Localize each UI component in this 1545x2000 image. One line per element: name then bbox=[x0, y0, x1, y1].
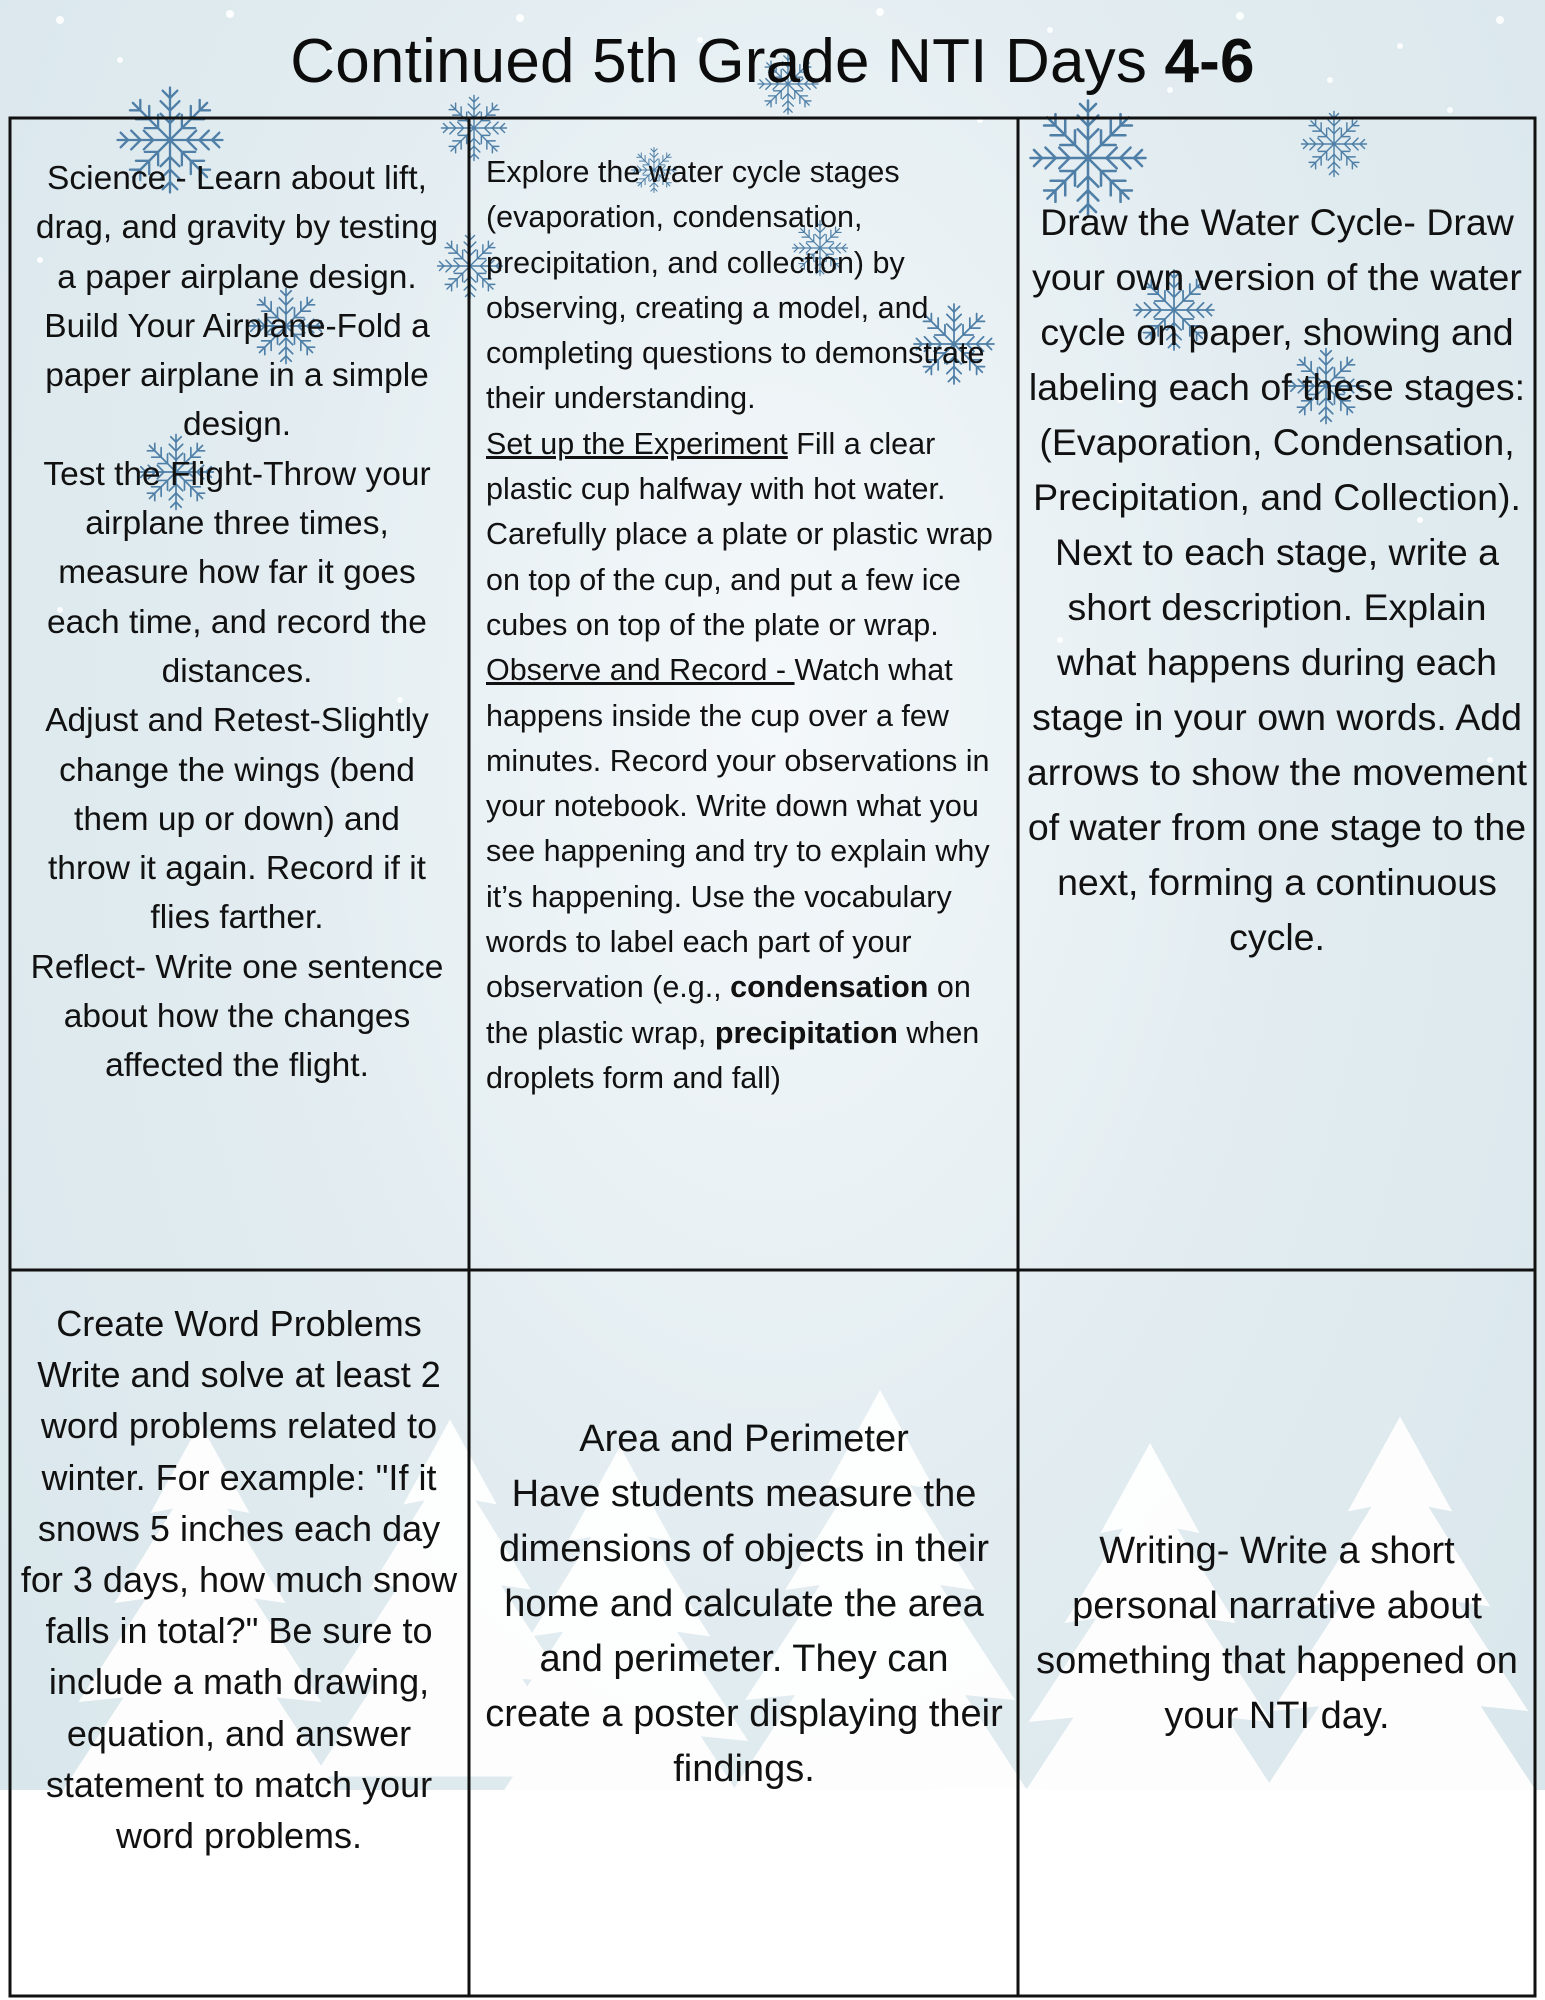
word-problems-text: Create Word Problems Write and solve at least 2 word problems related to winter. For example: "If it snows 5 inches each day for 3 days, how much snow falls in total?" Be sure to include a math drawing, equation, and answer statement to match your word problems. bbox=[20, 1303, 458, 1857]
draw-water-cycle-text: Draw the Water Cycle- Draw your own version of the water cycle on paper, showing and labeling each of these stages: (Evaporation, Condensation, Precipitation, and Collection). Next to each stage, write a short description. Explain what happens during each stage in your own words. Add arrows to show the movement of water from one stage to the next, forming a continuous cycle. bbox=[1026, 201, 1528, 958]
build-airplane-step: Build Your Airplane-Fold a paper airplane in a simple design. bbox=[44, 307, 430, 444]
area-perimeter-activity bbox=[484, 1412, 1004, 1797]
term-condensation: condensation bbox=[730, 970, 929, 1005]
observe-section: Observe and Record - Watch what happens inside the cup over a few minutes. Record your observations in your notebook. Write down what you see happening and try to explain why it’s happening. Use the vocabulary words to label each part of your observation (e.g., condensation on the plastic wrap, precipitation when droplets form and fall) bbox=[486, 653, 990, 1095]
reflect-step: Reflect- Write one sentence about how the changes affected the flight. bbox=[30, 948, 444, 1085]
setup-text: Fill a clear plastic cup halfway with hot water. Carefully place a plate or plastic wrap on top of the cup, and put a few ice cubes on top of the plate or wrap. bbox=[486, 426, 993, 642]
area-perimeter-text: Have students measure the dimensions of objects in their home and calculate the area and perimeter. They can create a poster displaying their findings. bbox=[485, 1473, 1003, 1790]
science-intro: Science - Learn about lift, drag, and gravity by testing a paper airplane design. bbox=[35, 160, 439, 296]
area-perimeter-heading: Area and Perimeter bbox=[579, 1418, 909, 1460]
page-title: Continued 5th Grade NTI Days 4-6 bbox=[290, 27, 1255, 96]
adjust-retest-step: Adjust and Retest-Slightly change the wings (bend them up or down) and throw it again. Record if it flies farther. bbox=[45, 702, 429, 937]
test-flight-step: Test the Flight-Throw your airplane three times, measure how far it goes each time, and record the distances. bbox=[43, 455, 431, 690]
setup-heading: Set up the Experiment bbox=[486, 426, 788, 461]
draw-water-cycle-activity bbox=[1023, 195, 1531, 965]
term-precipitation: precipitation bbox=[714, 1015, 898, 1050]
water-cycle-experiment bbox=[486, 150, 1004, 1101]
experiment-intro: Explore the water cycle stages (evaporation, condensation, precipitation, and collection) by observing, creating a model, and completing questions to demonstrate their understanding. bbox=[486, 155, 985, 416]
science-airplane-activity bbox=[14, 122, 460, 1268]
title-days: 4-6 bbox=[1164, 27, 1255, 96]
writing-text: Writing- Write a short personal narrative about something that happened on your NTI day. bbox=[1036, 1530, 1518, 1737]
setup-section bbox=[486, 422, 1004, 648]
observe-text: Watch what happens inside the cup over a few minutes. Record your observations in your notebook. Write down what you see happening and try to explain why it’s happening. Use the vocabulary words to label each part of your observation (e.g., bbox=[486, 653, 990, 1005]
writing-activity bbox=[1025, 1524, 1529, 1744]
word-problems-activity bbox=[18, 1298, 460, 1861]
observe-heading: Observe and Record - bbox=[486, 653, 795, 688]
